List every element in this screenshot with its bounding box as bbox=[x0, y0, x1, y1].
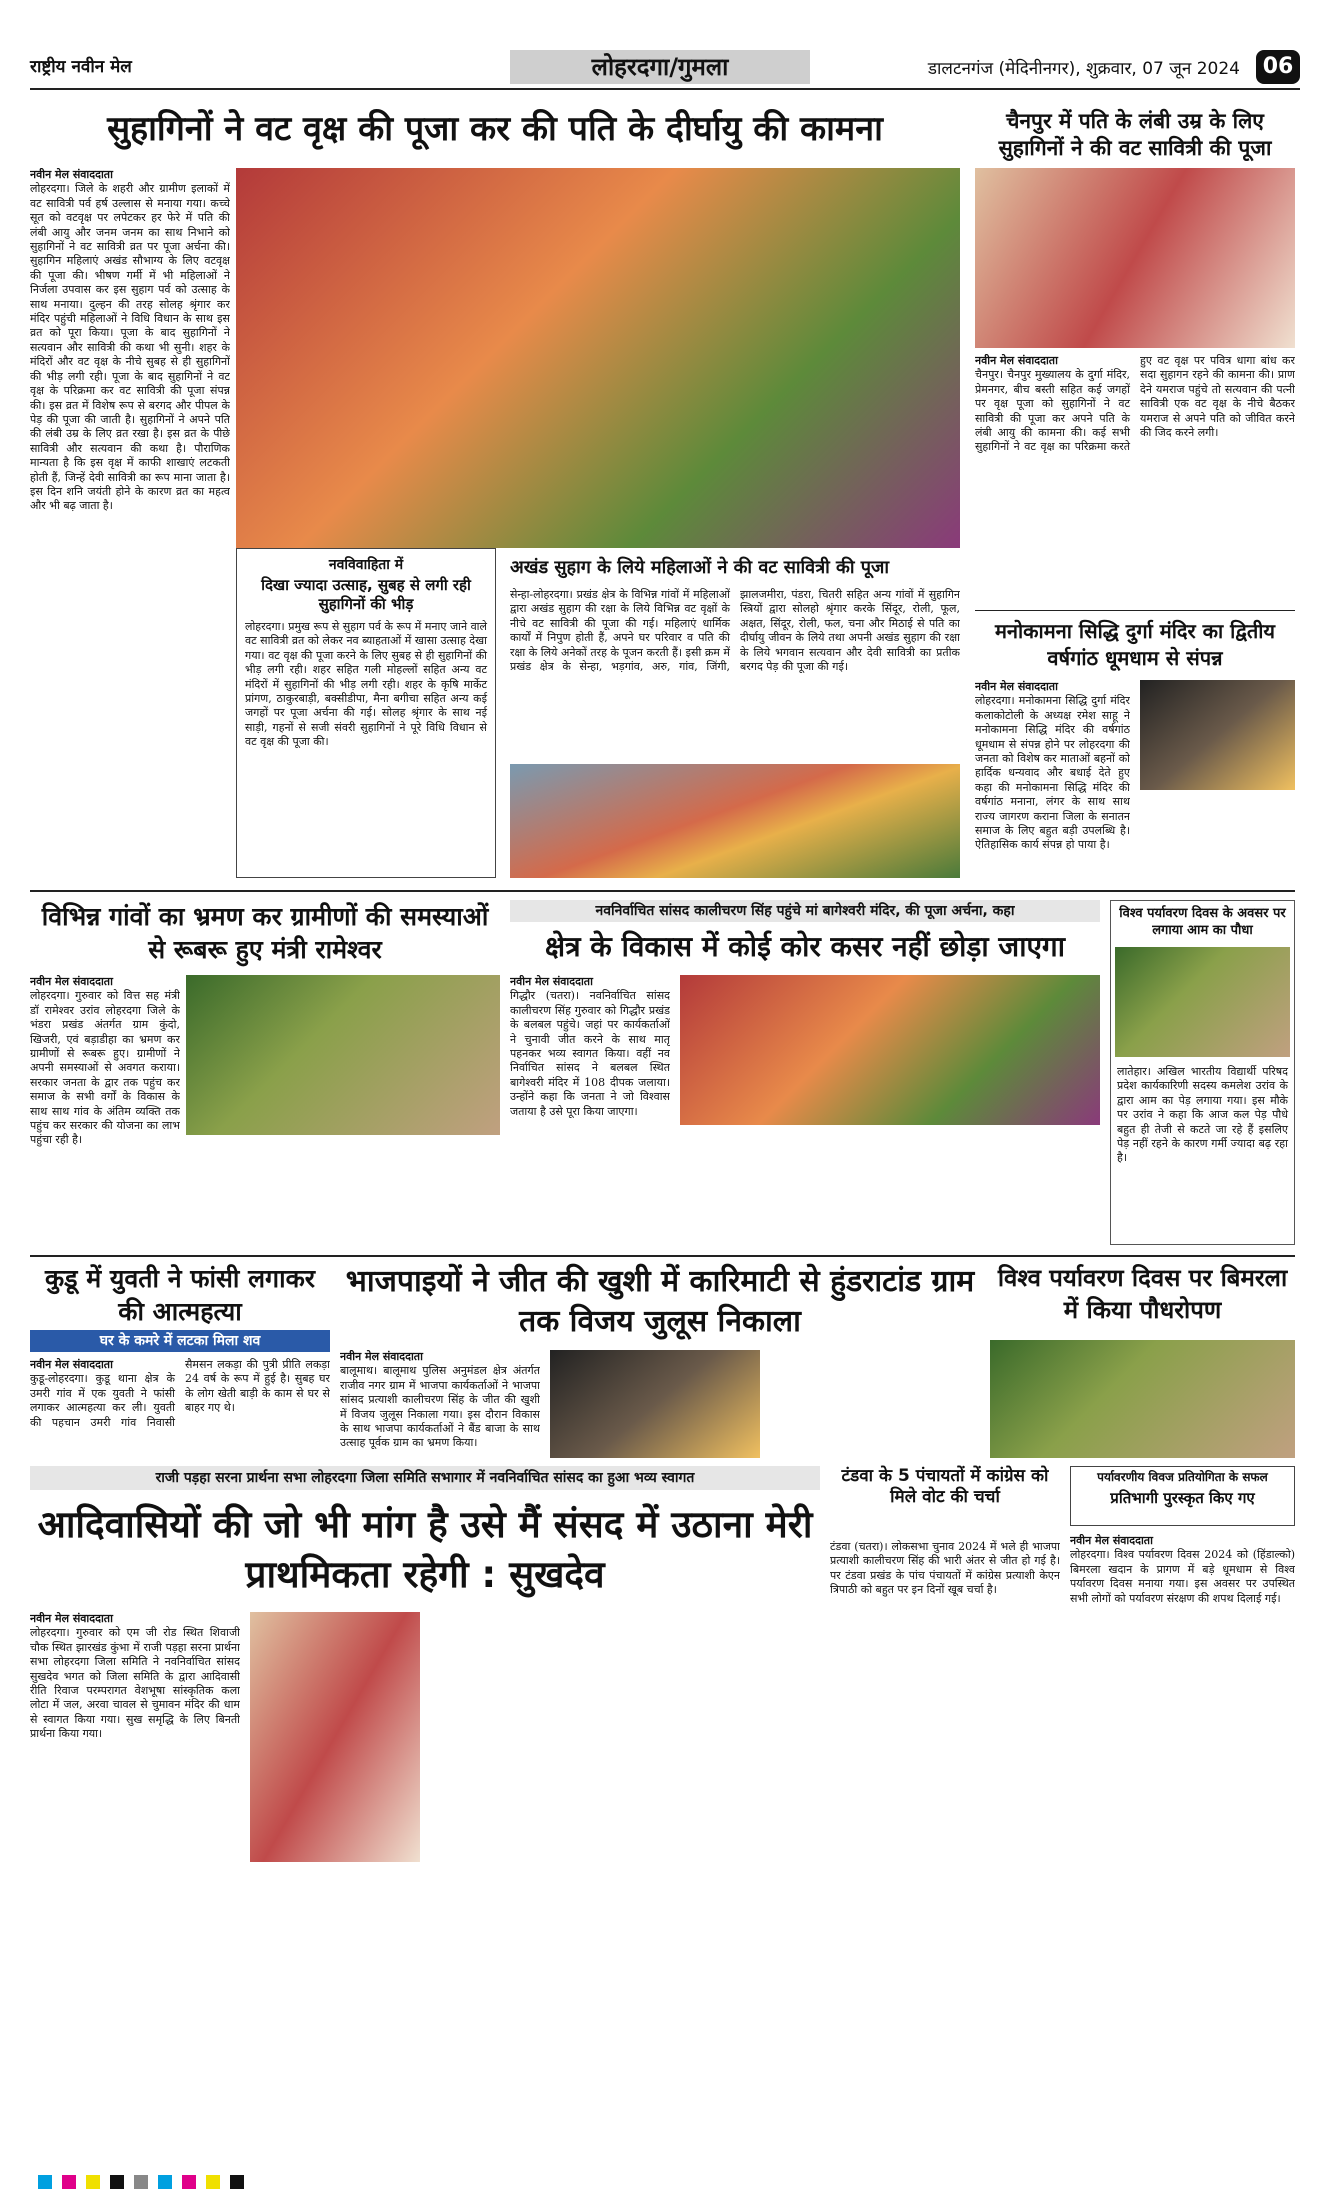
paryavaran1-text: लातेहार। अखिल भारतीय विद्यार्थी परिषद प्रदेश कार्यकारिणी सदस्य कमलेश उरांव के द्वारा आम का पेड़ लगाया गया। इस मौके पर उरांव ने कहा कि आज कल पेड़ पौधे बहुत ही तेजी से कटते जा रहे हैं इसलिए पेड़ नहीं रहने के कारण गर्मी ज्यादा बढ़ रहा है। bbox=[1117, 1065, 1288, 1165]
sidebar-box bbox=[236, 548, 496, 878]
color-swatch bbox=[206, 2175, 220, 2189]
color-swatch bbox=[134, 2175, 148, 2189]
sarna-headline: आदिवासियों की जो भी मांग है उसे मैं संसद में उठाना मेरी प्राथमिकता रहेगी : सुखदेव bbox=[37, 1503, 813, 1596]
chainpur-text: चैनपुर। चैनपुर मुख्यालय के दुर्गा मंदिर, प्रेमनगर, बीच बस्ती सहित कई जगहों पर वृक्ष पूजा को सुहागिनों ने वट सावित्री की पूजा कर अपने पति के लंबी आयु की कामना की। कई सभी सुहागिनों ने वट वृक्ष का परिक्रमा करते हुए वट वृक्ष पर पवित्र धागा बांध कर सदा सुहागन रहने की कामना की। प्राण देने यमराज पहुंचे तो सत्यवान की पत्नी सावित्री एक वट वृक्ष के नीचे बैठकर यमराज से अपने पति को जीवित करने की जिद करने लगी। bbox=[975, 354, 1295, 454]
chainpur-article bbox=[975, 354, 1295, 604]
lead-text: लोहरदगा। जिले के शहरी और ग्रामीण इलाकों में वट सावित्री पर्व हर्ष उल्लास से मनाया गया। कच्चे सूत को वटवृक्ष पर लपेटकर हर फेरे में पति की लंबी आयु और जनम जनम का साथ निभाने को सुहागिनों ने वट सावित्री व्रत पर पूजा अर्चना की। सुहागिन महिलाएं अखंड सौभाग्य के लिए वटवृक्ष की पूजा की। भीषण गर्मी में भी महिलाओं ने निर्जला उपवास कर इस सुहाग पर्व को उत्साह के साथ मनाया। दुल्हन की तरह सोलह श्रृंगार कर मंदिर पहुंची महिलाओं ने विधि विधान के साथ इस व्रत को पूरा किया। पूजा के बाद सुहागिनों ने सत्यवान और सावित्री की कथा भी सुनी। शहर के मंदिरों और वट वृक्ष के नीचे सुबह से ही सुहागिनों की भीड़ लगी रही। पूजा के बाद सुहागिनों ने वट वृक्ष के परिक्रमा कर वट सावित्री की पूजा संपन्न की। इस व्रत में विशेष रूप से बरगद और पीपल के पेड़ की पूजा की जाती है। सुहागिनों ने अपने पति की लंबी उम्र के लिए व्रत रखा है। इस व्रत के पीछे सावित्री और सत्यवान की कथा है। पौराणिक मान्यता है कि इस वृक्ष में काफी शाखाएं लटकती होती हैं, जिन्हें देवी सावित्री का रूप माना जाता है। इस दिन शनि जयंती होने के कारण व्रत का महत्व और भी बढ़ जाता है। bbox=[30, 182, 230, 513]
sidebar-headline: दिखा ज्यादा उत्साह, सुबह से लगी रही सुहागिनों की भीड़ bbox=[261, 576, 471, 613]
akhand-headline: अखंड सुहाग के लिये महिलाओं ने की वट सावित्री की पूजा bbox=[510, 557, 890, 578]
divider bbox=[975, 610, 1295, 611]
divider bbox=[30, 1255, 1295, 1257]
sarna-text: लोहरदगा। गुरुवार को एम जी रोड स्थित शिवाजी चौक स्थित झारखंड कुंभा में राजी पड़हा सरना प्रार्थना सभा लोहरदगा जिला समिति ने नवनिर्वाचित सांसद सुखदेव भगत को जिला समिति के द्वारा आदिवासी रीति रिवाज परम्परागत वेशभूषा सांस्कृतिक कला लोटा में जल, अरवा चावल से चुमावन मंदिर की धाम से स्वागत किया गया। सुख समृद्धि के लिए बिनती प्रार्थना किया गया। bbox=[30, 1626, 240, 1741]
manokamna-headline: मनोकामना सिद्धि दुर्गा मंदिर का द्वितीय वर्षगांठ धूमधाम से संपन्न bbox=[994, 619, 1276, 670]
chainpur-headline: चैनपुर में पति के लंबी उम्र के लिए सुहागिनों ने की वट सावित्री की पूजा bbox=[998, 109, 1272, 160]
rameshwar-article bbox=[30, 975, 180, 1245]
bjp-byline: नवीन मेल संवाददाता bbox=[340, 1350, 423, 1363]
paryavaran2-photo bbox=[990, 1340, 1295, 1458]
quiz-kicker: पर्यावरणीय विवज प्रतियोगिता के सफल bbox=[1097, 1470, 1268, 1484]
paryavaran1-photo bbox=[1115, 947, 1290, 1057]
bjp-photo bbox=[550, 1350, 760, 1458]
sidebar-text: लोहरदगा। प्रमुख रूप से सुहाग पर्व के रूप में मनाए जाने वाले वट सावित्री व्रत को लेकर नव ब्याहताओं में खासा उत्साह देखा गया। वट वृक्ष की पूजा करने के लिए सुबह से ही सुहागिनों की भीड़ लगी रही। शहर सहित गली मोहल्लों सहित अन्य वट मंदिरों में सुहागिनों की भीड़ लगी रही। शहर के कृषि मार्केट प्रांगण, ठाकुरबाड़ी, बक्सीडीपा, मैना बगीचा सहित अन्य कई जगहों पर पूजा अर्चना की गई। सोलह श्रृंगार के साथ नई साड़ी, गहनों से सजी संवरी सुहागिनों ने पूरे विधि विधान से वट वृक्ष की पूजा की। bbox=[245, 620, 487, 749]
lead-photo bbox=[236, 168, 960, 548]
color-swatch bbox=[86, 2175, 100, 2189]
kalicharan-byline: नवीन मेल संवाददाता bbox=[510, 975, 593, 988]
kalicharan-photo bbox=[680, 975, 1100, 1125]
rameshwar-byline: नवीन मेल संवाददाता bbox=[30, 975, 113, 988]
sarna-strap: राजी पड़हा सरना प्रार्थना सभा लोहरदगा जिला समिति सभागार में नवनिर्वाचित सांसद का हुआ भव्य स्वागत bbox=[30, 1466, 820, 1490]
quiz-byline: नवीन मेल संवाददाता bbox=[1070, 1534, 1153, 1547]
bjp-text: बालूमाथ। बालूमाथ पुलिस अनुमंडल क्षेत्र अंतर्गत राजीव नगर ग्राम में भाजपा कार्यकर्ताओं ने भाजपा सांसद प्रत्याशी कालीचरण सिंह के जीत की खुशी में विजय जुलूस निकाला गया। इस दौरान विकास के साथ भाजपा कार्यकर्ताओं ने बैंड बाजा के साथ उत्साह पूर्वक ग्राम का भ्रमण किया। bbox=[340, 1364, 540, 1450]
paryavaran2-headline: विश्व पर्यावरण दिवस पर बिमरला में किया पौधरोपण bbox=[997, 1264, 1288, 1324]
color-swatch bbox=[110, 2175, 124, 2189]
lead-byline: नवीन मेल संवाददाता bbox=[30, 168, 113, 181]
rameshwar-text: लोहरदगा। गुरुवार को वित्त सह मंत्री डॉ रामेश्वर उरांव लोहरदगा जिले के भंडरा प्रखंड अंतर्गत ग्राम कुंदो, खिजरी, एवं बड़ाडीहा का भ्रमण कर ग्रामीणों से रूबरू हुए। ग्रामीणों ने अपनी समस्याओं से अवगत कराया। सरकार जनता के द्वार तक पहुंच कर समाज के सभी वर्गों के विकास के साथ साथ गांव के अंतिम व्यक्ति तक पहुंच कर सरकार की योजना का लाभ पहुंचा रही है। bbox=[30, 989, 180, 1147]
manokamna-text: लोहरदगा। मनोकामना सिद्धि दुर्गा मंदिर कलाकोटोली के अध्यक्ष रमेश साहू ने मनोकामना सिद्धि मंदिर की वर्षगांठ धूमधाम से संपन्न होने पर लोहरदगा की जनता को विशेष कर माताओं बहनों को हार्दिक धन्यवाद और बधाई देते हुए कहा की मनोकामना सिद्धि मंदिर की वर्षगांठ मनाना, लंगर के साथ साथ राज्य जागरण कराना जिला के सनातन समाज के लिए बहुत बड़ी उपलब्धि है। ऐतिहासिक कार्य संपन्न हो पाया है। bbox=[975, 694, 1130, 852]
quiz-text: लोहरदगा। विश्व पर्यावरण दिवस 2024 को (हिंडाल्को) बिमरला खदान के प्रागण में बड़े धूमधाम से विश्व पर्यावरण दिवस मनाया गया। इस अवसर पर उपस्थित सभी लोगों को पर्यावरण संरक्षण की शपथ दिलाई गई। bbox=[1070, 1548, 1295, 1605]
quiz-headline: प्रतिभागी पुरस्कृत किए गए bbox=[1110, 1489, 1255, 1507]
kudu-text: कुडू-लोहरदगा। कुडू थाना क्षेत्र के उमरी गांव में एक युवती ने फांसी लगाकर आत्महत्या कर ली। युवती की पहचान उमरी गांव निवासी सैमसन लकड़ा की पुत्री प्रीति लकड़ा 24 वर्ष के रूप में हुई है। सुबह घर के लोग खेती बाड़ी के काम से घर से बाहर गए थे। bbox=[30, 1358, 330, 1429]
divider bbox=[30, 890, 1295, 892]
paryavaran1-headline: विश्व पर्यावरण दिवस के अवसर पर लगाया आम का पौधा bbox=[1119, 906, 1286, 938]
manokamna-photo bbox=[1140, 680, 1295, 790]
manokamna-article bbox=[975, 680, 1130, 880]
color-swatch bbox=[230, 2175, 244, 2189]
congress-headline: टंडवा के 5 पंचायतों में कांग्रेस को मिले वोट की चर्चा bbox=[841, 1466, 1049, 1507]
kalicharan-article bbox=[510, 975, 670, 1245]
masthead bbox=[30, 50, 1300, 90]
color-swatch bbox=[182, 2175, 196, 2189]
kudu-article bbox=[30, 1358, 330, 1458]
newspaper-brand: राष्ट्रीय नवीन मेल bbox=[30, 57, 132, 77]
page-number: 06 bbox=[1256, 50, 1300, 84]
color-swatch bbox=[62, 2175, 76, 2189]
paryavaran1-box bbox=[1110, 900, 1295, 1245]
color-swatch bbox=[38, 2175, 52, 2189]
bjp-article bbox=[340, 1350, 540, 1458]
akhand-text: सेन्हा-लोहरदगा। प्रखंड क्षेत्र के विभिन्न गांवों में महिलाओं द्वारा अखंड सुहाग की रक्षा के लिये विभिन्न वट वृक्षों के नीचे वट सावित्री की पूजा की गई। महिलाएं धार्मिक कार्यों में निपुण होती हैं, अपने घर परिवार व पति की रक्षा के लिये अनेकों तरह के पूजन करती हैं। इसी क्रम में प्रखंड क्षेत्र के सेन्हा, भड़गांव, अरु, गांव, जिंगी, झालजमीरा, पंडरा, चितरी सहित अन्य गांवों में सुहागिन स्त्रियों द्वारा सोलहो श्रृंगार करके सिंदूर, रोली, फूल, अक्षत, सिंदूर, रोली, फल, चना और मिठाई से पति का दीर्घायु जीवन के लिये तथा अपनी अखंड सुहाग की रक्षा के लिये भगवान सत्यवान और देवी सावित्री का प्रतीक बरगद पेड़ की पूजा की गई। bbox=[510, 588, 960, 674]
sidebar-kicker: नवविवाहिता में bbox=[328, 557, 404, 573]
dateline: डालटनगंज (मेदिनीनगर), शुक्रवार, 07 जून 2024 bbox=[927, 59, 1240, 79]
lead-article bbox=[30, 168, 230, 648]
kalicharan-strap: नवनिर्वाचित सांसद कालीचरण सिंह पहुंचे मां बागेश्वरी मंदिर, की पूजा अर्चना, कहा bbox=[510, 900, 1100, 922]
kudu-headline: कुडू में युवती ने फांसी लगाकर की आत्महत्या bbox=[44, 1264, 316, 1326]
kudu-byline: नवीन मेल संवाददाता bbox=[30, 1358, 113, 1371]
bjp-headline: भाजपाइयों ने जीत की खुशी में कारिमाटी से हुंडराटांड ग्राम तक विजय जुलूस निकाला bbox=[345, 1264, 975, 1339]
manokamna-byline: नवीन मेल संवाददाता bbox=[975, 680, 1058, 693]
quiz-box bbox=[1070, 1466, 1295, 1526]
section-title: लोहरदगा/गुमला bbox=[510, 50, 810, 84]
congress-text: टंडवा (चतरा)। लोकसभा चुनाव 2024 में भले ही भाजपा प्रत्याशी कालीचरण सिंह की भारी अंतर से जीत हो गई है। पर टंडवा प्रखंड के पांच पंचायतों में कांग्रेस प्रत्याशी केएन त्रिपाठी को बहुत पर इन दिनों खूब चर्चा है। bbox=[830, 1540, 1060, 1597]
kudu-subhead: घर के कमरे में लटका मिला शव bbox=[30, 1330, 330, 1352]
sarna-photo bbox=[250, 1612, 420, 1862]
kalicharan-text: गिद्धौर (चतरा)। नवनिर्वाचित सांसद कालीचरण सिंह गुरुवार को गिद्धौर प्रखंड के बलबल पहुंचे। जहां पर कार्यकर्ताओं ने चुनावी जीत करने के साथ मातृ पहनकर भव्य स्वागत किया। वहीं नव निर्वाचित सांसद ने बलबल स्थित बागेश्वरी मंदिर में 108 दीपक जलाया। उन्होंने कहा कि जनता ने जो विश्वास जताया है उसे पूरा किया जाएगा। bbox=[510, 989, 670, 1118]
chainpur-photo bbox=[975, 168, 1295, 348]
chainpur-byline: नवीन मेल संवाददाता bbox=[975, 354, 1058, 367]
akhand-photo bbox=[510, 764, 960, 878]
color-registration-bar bbox=[38, 2175, 1288, 2189]
rameshwar-headline: विभिन्न गांवों का भ्रमण कर ग्रामीणों की समस्याओं से रूबरू हुए मंत्री रामेश्वर bbox=[41, 902, 489, 964]
rameshwar-photo bbox=[186, 975, 500, 1135]
color-swatch bbox=[158, 2175, 172, 2189]
sarna-byline: नवीन मेल संवाददाता bbox=[30, 1612, 113, 1625]
lead-headline: सुहागिनों ने वट वृक्ष की पूजा कर की पति के दीर्घायु की कामना bbox=[107, 109, 883, 149]
quiz-article bbox=[1070, 1534, 1295, 2152]
kalicharan-headline: क्षेत्र के विकास में कोई कोर कसर नहीं छोड़ा जाएगा bbox=[545, 930, 1065, 963]
sarna-article bbox=[30, 1612, 240, 2152]
